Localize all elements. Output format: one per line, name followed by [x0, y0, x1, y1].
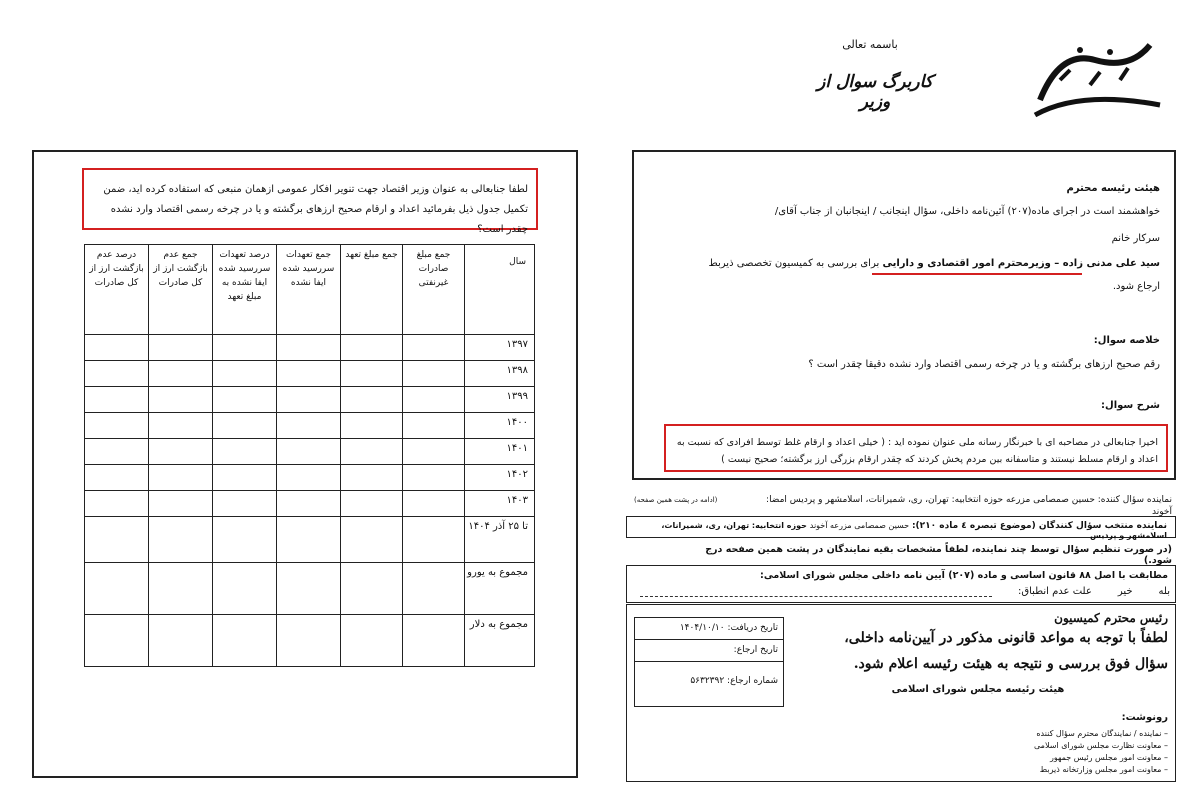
cc-item: – نماینده / نمایندگان محترم سؤال کننده — [1036, 729, 1168, 738]
col-header: جمع مبلغ صادرات غیرنفتی — [403, 245, 465, 335]
export-table — [84, 244, 535, 667]
representative-line-cont: آخوند — [1152, 507, 1172, 517]
year-cell: ۱۳۹۸ — [465, 361, 535, 387]
minister-underline — [872, 273, 1082, 275]
col-header: جمع تعهدات سررسید شده ایفا نشده — [277, 245, 341, 335]
salutation: هیئت رئیسه محترم — [1066, 183, 1160, 194]
referral-date: تاریخ ارجاع: — [733, 645, 778, 655]
compliance-options — [640, 586, 1170, 597]
form-title: کاربرگ سوال از وزیر — [817, 72, 933, 112]
commission-line-2: سؤال فوق بررسی و نتیجه به هیئت رئیسه اعلام شود. — [853, 656, 1168, 672]
year-cell: ۱۴۰۳ — [465, 491, 535, 517]
cc-item: – معاونت نظارت مجلس شورای اسلامی — [1034, 741, 1168, 750]
cc-list — [900, 728, 1168, 776]
commission-line-1: لطفاً با توجه به مواعد قانونی مذکور در آیین‌نامه داخلی، — [844, 630, 1168, 646]
year-cell: ۱۴۰۲ — [465, 465, 535, 491]
selected-district: حوزه انتخابیه: تهران، ری، شمیرانات، اسلامشهر و پردیس — [661, 521, 1167, 540]
board-signature: هیئت رئیسه مجلس شورای اسلامی — [891, 684, 1065, 695]
body-line-3 — [660, 257, 1160, 271]
cc-label: رونوشت: — [1121, 712, 1168, 723]
description-label: شرح سوال: — [1101, 400, 1160, 411]
referral-number: شماره ارجاع: ۵۶۳۲۳۹۲ — [690, 676, 778, 686]
yes-option[interactable]: بله — [1158, 586, 1170, 597]
receipt-date: تاریخ دریافت: ۱۴۰۴/۱۰/۱۰ — [679, 623, 778, 633]
year-cell: مجموع به دلار — [465, 615, 535, 667]
selected-name: حسین صمصامی مزرعه آخوند — [809, 521, 910, 530]
description-box: اخیرا جنابعالی در مصاحبه ای با خبرنگار رسانه ملی عنوان نموده اید : ( خیلی اعداد و ارقام غلط توسط افرادی که نسبت به اعداد و ارقام مسلط نیستند و متاسفانه بین مردم پخش کردند که چقدر ارقام بزرگی ارز برگشته؛ صحیح نیست ) — [664, 424, 1168, 472]
body-line-4: ارجاع شود. — [1112, 281, 1160, 292]
dates-divider — [634, 661, 784, 662]
body-referral-text: برای بررسی به کمیسیون تخصصی ذیربط — [708, 258, 880, 269]
continue-note: (ادامه در پشت همین صفحه) — [634, 496, 718, 504]
dates-divider — [634, 639, 784, 640]
table-row — [85, 413, 535, 439]
summary-label: خلاصه سوال: — [1093, 335, 1160, 346]
table-row — [85, 387, 535, 413]
year-cell: ۱۴۰۱ — [465, 439, 535, 465]
year-cell: ۱۳۹۷ — [465, 335, 535, 361]
body-line-2: سرکار خانم — [1111, 233, 1160, 244]
representative-line: نماینده سؤال کننده: حسین صمصامی مزرعه حوزه انتخابیه: تهران، ری، شمیرانات، اسلامشهر و پردیس امضا: — [766, 495, 1172, 505]
col-header: درصد تعهدات سررسید شده ایفا نشده به مبلغ تعهد — [213, 245, 277, 335]
table-row — [85, 491, 535, 517]
minister-name: سید علی مدنی زاده – وزیرمحترم امور اقتصادی و دارایی — [882, 258, 1160, 269]
table-row — [85, 517, 535, 563]
left-note-box: لطفا جنابعالی به عنوان وزیر اقتصاد جهت تنویر افکار عمومی ازهمان منبعی که استفاده کرده اید، ضمن تکمیل جدول ذیل بفرمائید اعداد و ارقام صحیح ارزهای برگشته و یا در چرخه رسمی اقتصاد وارد نشده چقدر است؟ — [82, 168, 538, 230]
table-row — [85, 335, 535, 361]
table-row — [85, 615, 535, 667]
table-row — [85, 563, 535, 615]
parliament-logo — [1020, 30, 1170, 130]
table-row — [85, 361, 535, 387]
no-option[interactable]: خیر — [1117, 586, 1133, 597]
year-cell: ۱۴۰۰ — [465, 413, 535, 439]
reason-field[interactable] — [640, 595, 992, 597]
table-row — [85, 465, 535, 491]
bismillah: باسمه تعالی — [842, 38, 898, 51]
col-header: سال — [465, 245, 535, 335]
reason-label: علت عدم انطباق: — [1017, 586, 1092, 597]
cc-item: – معاونت امور مجلس رئیس جمهور — [1049, 753, 1168, 762]
selected-representative-box — [626, 516, 1176, 538]
multi-rep-note: (در صورت تنظیم سؤال توسط چند نماینده، لطفاً مشخصات بقیه نمایندگان در پشت همین صفحه درج شود.) — [705, 544, 1172, 566]
summary-text: رقم صحیح ارزهای برگشته و یا در چرخه رسمی اقتصاد وارد نشده دقیقا چقدر است ؟ — [808, 359, 1160, 370]
col-header: جمع مبلغ تعهد — [341, 245, 403, 335]
body-line-1: خواهشمند است در اجرای ماده(۲۰۷) آئین‌نامه داخلی، سؤال اینجانب / اینجانبان از جناب آقای/ — [774, 206, 1160, 217]
year-cell: ۱۳۹۹ — [465, 387, 535, 413]
year-cell: مجموع به یورو — [465, 563, 535, 615]
commission-title: رئیس محترم کمیسیون — [1054, 611, 1168, 625]
compliance-text: مطابقت با اصل ۸۸ قانون اساسی و ماده (۲۰۷) آیین نامه داخلی مجلس شورای اسلامی: — [760, 570, 1168, 581]
table-row — [85, 439, 535, 465]
year-cell: تا ۲۵ آذر ۱۴۰۴ — [465, 517, 535, 563]
selected-prefix: نماینده منتخب سؤال کنندگان (موضوع تبصره ٤ ماده ۲۱۰): — [911, 521, 1167, 531]
cc-item: – معاونت امور مجلس وزارتخانه ذیربط — [1039, 765, 1168, 774]
table-header-row — [85, 245, 535, 335]
col-header: جمع عدم بازگشت ارز از کل صادرات — [149, 245, 213, 335]
col-header: درصد عدم بازگشت ارز از کل صادرات — [85, 245, 149, 335]
